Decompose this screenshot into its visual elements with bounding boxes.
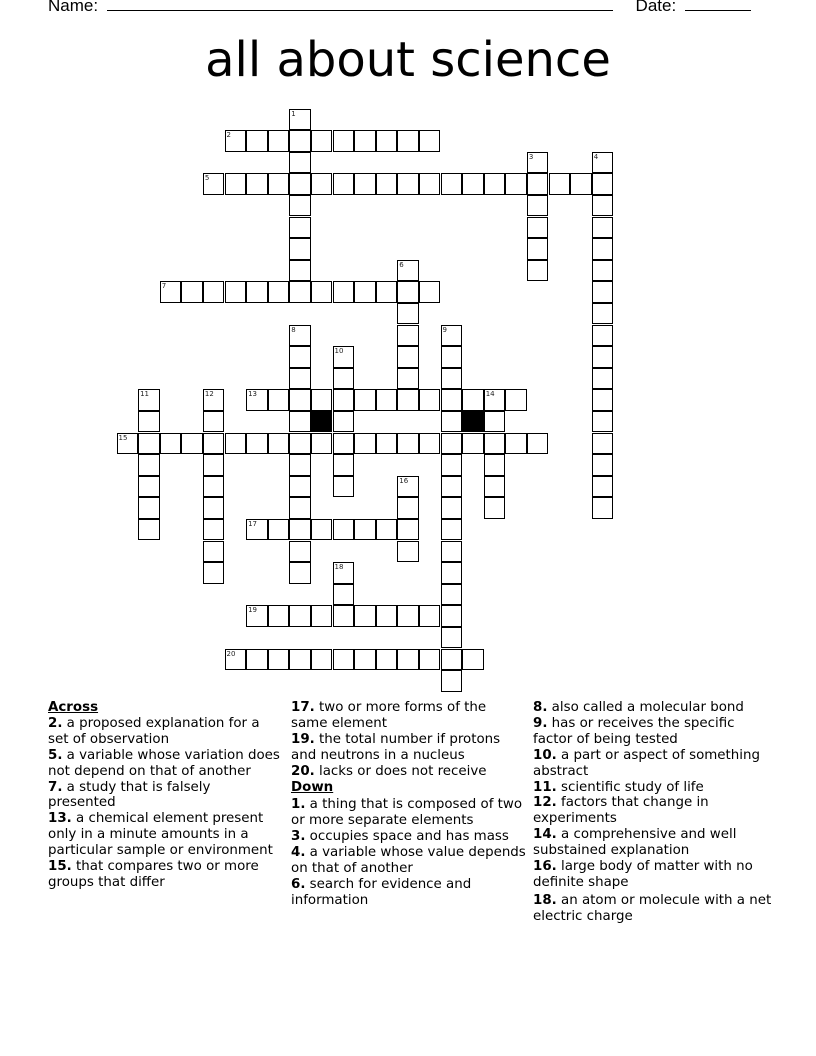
grid-cell[interactable] <box>333 346 355 368</box>
grid-cell[interactable] <box>289 433 311 455</box>
grid-cell[interactable] <box>441 649 463 671</box>
grid-cell[interactable] <box>289 519 311 541</box>
grid-cell[interactable] <box>397 519 419 541</box>
cell-number: 16 <box>399 476 409 485</box>
grid-cell[interactable] <box>246 433 268 455</box>
grid-cell[interactable] <box>441 325 463 347</box>
grid-cell[interactable] <box>484 389 506 411</box>
grid-cell[interactable] <box>311 605 333 627</box>
grid-cell[interactable] <box>397 605 419 627</box>
grid-cell[interactable] <box>592 303 614 325</box>
grid-cell[interactable] <box>203 281 225 303</box>
grid-cell[interactable] <box>441 173 463 195</box>
grid-cell[interactable] <box>311 519 333 541</box>
grid-cell[interactable] <box>484 411 506 433</box>
grid-cell[interactable] <box>484 497 506 519</box>
cell-number: 14 <box>485 390 495 399</box>
clue-number: 10. <box>533 747 557 763</box>
clue-text: a variable whose variation does not depend on that of another <box>48 747 280 779</box>
grid-cell[interactable] <box>203 411 225 433</box>
grid-cell[interactable] <box>333 476 355 498</box>
grid-cell[interactable] <box>462 649 484 671</box>
clue-text: search for evidence and information <box>291 876 472 908</box>
grid-cell[interactable] <box>246 130 268 152</box>
grid-cell[interactable] <box>354 605 376 627</box>
grid-cell[interactable] <box>203 519 225 541</box>
grid-cell[interactable] <box>138 454 160 476</box>
grid-cell[interactable] <box>289 238 311 260</box>
grid-cell[interactable] <box>397 346 419 368</box>
grid-cell[interactable] <box>246 649 268 671</box>
grid-cell[interactable] <box>441 389 463 411</box>
clue-number: 19. <box>291 731 315 747</box>
name-label: Name: <box>48 0 99 15</box>
cell-number: 2 <box>226 131 231 140</box>
clue-text: the total number if protons and neutrons in a nucleus <box>291 731 501 763</box>
grid-cell[interactable] <box>397 541 419 563</box>
grid-cell[interactable] <box>376 605 398 627</box>
grid-cell[interactable] <box>354 130 376 152</box>
clue-number: 4. <box>291 845 306 861</box>
cell-number: 6 <box>399 260 404 269</box>
clue-number: 2. <box>48 715 63 731</box>
clue-number: 9. <box>533 715 548 731</box>
clue-text: has or receives the specific factor of being tested <box>533 715 735 747</box>
grid-cell[interactable] <box>592 389 614 411</box>
grid-cell[interactable] <box>289 130 311 152</box>
grid-cell[interactable] <box>311 433 333 455</box>
cell-number: 3 <box>528 152 534 161</box>
grid-cell[interactable] <box>289 368 311 390</box>
grid-cell[interactable] <box>268 389 290 411</box>
clue-number: 11. <box>533 779 557 795</box>
grid-cell[interactable] <box>138 433 160 455</box>
grid-cell[interactable] <box>484 476 506 498</box>
clue-number: 16. <box>533 859 557 875</box>
grid-cell[interactable] <box>333 130 355 152</box>
grid-cell[interactable] <box>289 195 311 217</box>
grid-cell[interactable] <box>527 433 549 455</box>
grid-cell[interactable] <box>246 389 268 411</box>
clue-number: 17. <box>291 700 315 715</box>
clue-text: two or more forms of the same element <box>291 700 487 731</box>
grid-cell[interactable] <box>462 173 484 195</box>
clue-text: lacks or does not receive <box>319 763 487 779</box>
grid-cell[interactable] <box>419 649 441 671</box>
clue-down-14 <box>533 827 773 859</box>
clue-text: occupies space and has mass <box>309 829 509 845</box>
grid-cell[interactable] <box>333 519 355 541</box>
grid-cell[interactable] <box>397 433 419 455</box>
grid-cell[interactable] <box>268 649 290 671</box>
grid-cell[interactable] <box>441 454 463 476</box>
grid-cell[interactable] <box>333 173 355 195</box>
grid-cell[interactable] <box>592 217 614 239</box>
grid-cell[interactable] <box>268 433 290 455</box>
clue-number: 15. <box>48 859 72 875</box>
grid-cell[interactable] <box>289 260 311 282</box>
clue-across-19 <box>291 732 526 764</box>
grid-cell[interactable] <box>592 195 614 217</box>
clue-number: 13. <box>48 811 72 827</box>
grid-cell[interactable] <box>592 368 614 390</box>
grid-cell[interactable] <box>203 541 225 563</box>
grid-cell[interactable] <box>592 238 614 260</box>
grid-cell[interactable] <box>419 281 441 303</box>
grid-cell[interactable] <box>376 389 398 411</box>
grid-cell[interactable] <box>484 433 506 455</box>
grid-cell[interactable] <box>246 605 268 627</box>
grid-cell[interactable] <box>225 649 247 671</box>
grid-cell[interactable] <box>203 497 225 519</box>
clue-text: a thing that is composed of two or more separate elements <box>291 797 523 829</box>
grid-cell[interactable] <box>397 173 419 195</box>
clue-number: 12. <box>533 795 557 811</box>
cell-number: 17 <box>248 519 258 528</box>
grid-cell[interactable] <box>441 519 463 541</box>
grid-cell[interactable] <box>289 109 311 131</box>
grid-cell[interactable] <box>397 130 419 152</box>
grid-cell[interactable] <box>225 173 247 195</box>
grid-cell[interactable] <box>592 411 614 433</box>
grid-cell[interactable] <box>289 411 311 433</box>
black-cell <box>311 411 333 433</box>
grid-cell[interactable] <box>376 130 398 152</box>
grid-cell[interactable] <box>289 562 311 584</box>
clue-number: 3. <box>291 829 306 845</box>
clues-column-3 <box>533 700 773 925</box>
grid-cell[interactable] <box>441 541 463 563</box>
grid-cell[interactable] <box>376 649 398 671</box>
grid-cell[interactable] <box>462 433 484 455</box>
grid-cell[interactable] <box>441 670 463 692</box>
grid-cell[interactable] <box>462 389 484 411</box>
clue-down-12 <box>533 795 773 827</box>
grid-cell[interactable] <box>397 303 419 325</box>
grid-cell[interactable] <box>527 195 549 217</box>
cell-number: 5 <box>204 174 210 183</box>
grid-cell[interactable] <box>441 584 463 606</box>
grid-cell[interactable] <box>289 605 311 627</box>
grid-cell[interactable] <box>397 389 419 411</box>
cell-number: 7 <box>161 282 167 291</box>
grid-cell[interactable] <box>527 260 549 282</box>
grid-cell[interactable] <box>311 130 333 152</box>
grid-cell[interactable] <box>289 152 311 174</box>
cell-number: 8 <box>291 325 296 334</box>
grid-cell[interactable] <box>397 260 419 282</box>
grid-cell[interactable] <box>225 130 247 152</box>
grid-cell[interactable] <box>311 649 333 671</box>
clue-across-20 <box>291 764 526 780</box>
grid-cell[interactable] <box>138 476 160 498</box>
grid-cell[interactable] <box>484 173 506 195</box>
grid-cell[interactable] <box>354 519 376 541</box>
clue-text: a chemical element present only in a minute amounts in a particular sample or environment <box>48 811 273 859</box>
grid-cell[interactable] <box>289 649 311 671</box>
grid-cell[interactable] <box>160 433 182 455</box>
grid-cell[interactable] <box>376 281 398 303</box>
grid-cell[interactable] <box>549 173 571 195</box>
cell-number: 13 <box>248 390 258 399</box>
clue-down-9 <box>533 716 773 748</box>
grid-cell[interactable] <box>592 433 614 455</box>
clue-number: 5. <box>48 747 63 763</box>
cell-number: 4 <box>593 152 599 161</box>
grid-cell[interactable] <box>333 562 355 584</box>
clue-number: 6. <box>291 876 306 892</box>
cell-number: 15 <box>118 433 128 442</box>
grid-cell[interactable] <box>333 649 355 671</box>
grid-cell[interactable] <box>592 497 614 519</box>
clue-text: that compares two or more groups that differ <box>48 859 259 890</box>
grid-cell[interactable] <box>203 562 225 584</box>
grid-cell[interactable] <box>311 173 333 195</box>
grid-cell[interactable] <box>419 389 441 411</box>
grid-cell[interactable] <box>592 476 614 498</box>
grid-cell[interactable] <box>354 649 376 671</box>
grid-cell[interactable] <box>592 152 614 174</box>
clue-text: a variable whose value depends on that of another <box>291 845 526 877</box>
clue-down-4 <box>291 845 526 877</box>
grid-cell[interactable] <box>397 325 419 347</box>
grid-cell[interactable] <box>592 173 614 195</box>
grid-cell[interactable] <box>397 281 419 303</box>
grid-cell[interactable] <box>268 605 290 627</box>
cell-number: 10 <box>334 347 344 356</box>
across-heading: Across <box>48 700 99 715</box>
date-label: Date: <box>635 0 677 15</box>
grid-cell[interactable] <box>246 519 268 541</box>
grid-cell[interactable] <box>333 281 355 303</box>
cell-number: 12 <box>204 390 214 399</box>
grid-cell[interactable] <box>441 605 463 627</box>
clue-text: an atom or molecule with a net electric charge <box>533 892 772 924</box>
down-heading: Down <box>291 779 334 795</box>
grid-cell[interactable] <box>289 454 311 476</box>
grid-cell[interactable] <box>289 173 311 195</box>
grid-cell[interactable] <box>333 605 355 627</box>
grid-cell[interactable] <box>570 173 592 195</box>
black-cell <box>462 411 484 433</box>
cell-number: 1 <box>291 109 296 118</box>
clue-down-6 <box>291 877 526 909</box>
grid-cell[interactable] <box>419 433 441 455</box>
grid-cell[interactable] <box>441 411 463 433</box>
grid-cell[interactable] <box>203 454 225 476</box>
grid-cell[interactable] <box>333 411 355 433</box>
clue-text: scientific study of life <box>561 779 704 795</box>
clue-text: a comprehensive and well substained explanation <box>533 827 737 859</box>
grid-cell[interactable] <box>592 346 614 368</box>
clues-column-2 <box>291 700 526 909</box>
clue-down-1 <box>291 797 526 829</box>
grid-cell[interactable] <box>592 281 614 303</box>
grid-cell[interactable] <box>376 519 398 541</box>
grid-cell[interactable] <box>419 605 441 627</box>
grid-cell[interactable] <box>289 325 311 347</box>
clue-text: also called a molecular bond <box>551 700 744 715</box>
clue-number: 7. <box>48 779 63 795</box>
grid-cell[interactable] <box>117 433 139 455</box>
grid-cell[interactable] <box>160 281 182 303</box>
grid-cell[interactable] <box>419 173 441 195</box>
grid-cell[interactable] <box>333 368 355 390</box>
grid-cell[interactable] <box>311 281 333 303</box>
clue-across-17 <box>291 700 526 732</box>
grid-cell[interactable] <box>441 627 463 649</box>
grid-cell[interactable] <box>505 389 527 411</box>
clue-down-8 <box>533 700 773 716</box>
page-title: all about science <box>205 32 611 88</box>
grid-cell[interactable] <box>181 281 203 303</box>
grid-cell[interactable] <box>397 476 419 498</box>
grid-cell[interactable] <box>376 173 398 195</box>
grid-cell[interactable] <box>441 497 463 519</box>
clue-number: 14. <box>533 827 557 843</box>
cell-number: 20 <box>226 649 236 658</box>
grid-cell[interactable] <box>203 173 225 195</box>
clue-down-3 <box>291 829 526 845</box>
grid-cell[interactable] <box>289 389 311 411</box>
grid-cell[interactable] <box>592 260 614 282</box>
grid-cell[interactable] <box>246 281 268 303</box>
grid-cell[interactable] <box>138 497 160 519</box>
grid-cell[interactable] <box>527 173 549 195</box>
cell-number: 19 <box>248 606 258 615</box>
grid-cell[interactable] <box>397 497 419 519</box>
grid-cell[interactable] <box>376 433 398 455</box>
clue-number: 20. <box>291 763 315 779</box>
cell-number: 9 <box>442 325 447 334</box>
grid-cell[interactable] <box>592 325 614 347</box>
cell-number: 18 <box>334 563 344 572</box>
clue-number: 1. <box>291 797 306 813</box>
grid-cell[interactable] <box>289 476 311 498</box>
grid-cell[interactable] <box>333 454 355 476</box>
grid-cell[interactable] <box>268 281 290 303</box>
grid-cell[interactable] <box>505 433 527 455</box>
grid-cell[interactable] <box>225 433 247 455</box>
grid-cell[interactable] <box>397 368 419 390</box>
grid-cell[interactable] <box>441 368 463 390</box>
grid-cell[interactable] <box>268 130 290 152</box>
grid-cell[interactable] <box>484 454 506 476</box>
clue-down-10 <box>533 748 773 780</box>
grid-cell[interactable] <box>138 389 160 411</box>
cell-number: 11 <box>140 390 150 399</box>
clue-text: factors that change in experiments <box>533 795 709 827</box>
grid-cell[interactable] <box>268 173 290 195</box>
grid-cell[interactable] <box>592 454 614 476</box>
clue-down-11 <box>533 780 773 796</box>
grid-cell[interactable] <box>397 649 419 671</box>
clue-text: large body of matter with no definite shape <box>533 859 753 890</box>
clue-text: a study that is falsely presented <box>48 779 211 811</box>
grid-cell[interactable] <box>268 519 290 541</box>
clue-text: a part or aspect of something abstract <box>533 747 760 779</box>
clue-down-18 <box>533 893 773 925</box>
grid-cell[interactable] <box>289 497 311 519</box>
grid-cell[interactable] <box>419 130 441 152</box>
grid-cell[interactable] <box>441 562 463 584</box>
clue-number: 8. <box>533 700 548 715</box>
grid-cell[interactable] <box>354 433 376 455</box>
grid-cell[interactable] <box>203 389 225 411</box>
grid-cell[interactable] <box>225 281 247 303</box>
grid-cell[interactable] <box>505 173 527 195</box>
grid-cell[interactable] <box>441 476 463 498</box>
clue-across-7 <box>48 780 280 812</box>
grid-cell[interactable] <box>354 173 376 195</box>
grid-cell[interactable] <box>289 541 311 563</box>
grid-cell[interactable] <box>333 433 355 455</box>
clue-across-13 <box>48 811 280 859</box>
grid-cell[interactable] <box>527 217 549 239</box>
grid-cell[interactable] <box>289 281 311 303</box>
clues-column-1 <box>48 700 280 891</box>
clue-number: 18. <box>533 892 557 908</box>
grid-cell[interactable] <box>181 433 203 455</box>
grid-cell[interactable] <box>203 433 225 455</box>
grid-cell[interactable] <box>527 152 549 174</box>
grid-cell[interactable] <box>354 389 376 411</box>
grid-cell[interactable] <box>246 173 268 195</box>
grid-cell[interactable] <box>203 476 225 498</box>
grid-cell[interactable] <box>138 519 160 541</box>
grid-cell[interactable] <box>289 217 311 239</box>
grid-cell[interactable] <box>441 346 463 368</box>
grid-cell[interactable] <box>441 433 463 455</box>
clue-across-15 <box>48 859 280 891</box>
clue-text: a proposed explanation for a set of observation <box>48 715 260 747</box>
grid-cell[interactable] <box>354 281 376 303</box>
grid-cell[interactable] <box>138 411 160 433</box>
grid-cell[interactable] <box>289 346 311 368</box>
grid-cell[interactable] <box>527 238 549 260</box>
clue-across-2 <box>48 716 280 748</box>
grid-cell[interactable] <box>333 584 355 606</box>
grid-cell[interactable] <box>333 389 355 411</box>
clue-down-16 <box>533 859 773 891</box>
grid-cell[interactable] <box>311 389 333 411</box>
clue-across-5 <box>48 748 280 780</box>
